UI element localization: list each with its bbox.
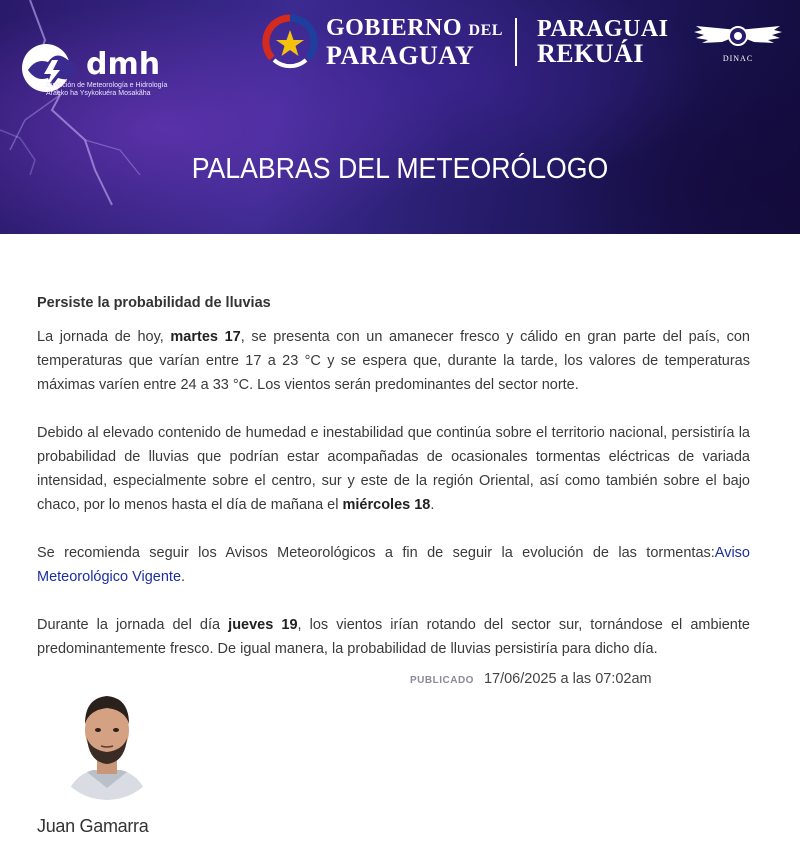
p4-text-after: , los vientos irían rotando del sector sur, tornándose el ambiente predominantemente fresco. De igual manera, la probabilidad de lluvias persistiría para dicho día. xyxy=(37,617,750,657)
government-text xyxy=(326,16,503,69)
p2-text-after: . xyxy=(430,497,435,513)
gov-word-paraguai: PARAGUAI xyxy=(536,16,669,42)
dmh-wordmark: dmh xyxy=(86,47,161,82)
p3-text-before: Se recomienda seguir los Avisos Meteorológicos a fin de seguir la evolución de las tormentas: xyxy=(37,545,715,561)
author-avatar xyxy=(57,680,157,802)
gov-word-gobierno: GOBIERNO xyxy=(326,14,463,41)
aviso-meteorologico-link[interactable]: Aviso Meteorológico Vigente xyxy=(37,545,750,585)
dmh-logo[interactable] xyxy=(18,40,206,98)
page-title: PALABRAS DEL METEORÓLOGO xyxy=(191,153,609,185)
government-logo xyxy=(262,14,668,70)
dmh-subtitle xyxy=(46,82,206,98)
article-paragraph-1 xyxy=(37,325,750,397)
p1-bold-date: martes 17 xyxy=(170,329,241,345)
header-banner xyxy=(0,0,800,234)
p4-bold-date: jueves 19 xyxy=(228,617,298,633)
p3-text-after: . xyxy=(181,569,186,585)
author-name: Juan Gamarra xyxy=(37,816,149,836)
government-text-guarani xyxy=(537,17,669,67)
published-label: PUBLICADO xyxy=(410,675,474,686)
dinac-label: DINAC xyxy=(722,54,754,63)
government-star-icon xyxy=(262,14,318,70)
dinac-wings-icon xyxy=(692,22,784,52)
article-paragraph-3 xyxy=(37,541,750,589)
dmh-subtitle-line2: Araeko ha Ysykokuéra Mosakãha xyxy=(46,90,151,97)
article xyxy=(37,234,750,676)
dmh-subtitle-line1: Dirección de Meteorología e Hidrología xyxy=(46,82,168,89)
gov-word-rekuai: REKUÁI xyxy=(536,39,644,68)
p4-text-before: Durante la jornada del día xyxy=(37,617,229,633)
dinac-logo xyxy=(692,22,784,63)
p1-text-after: , se presenta con un amanecer fresco y cálido en gran parte del país, con temperaturas que varían entre 17 a 23 °C y se espera que, durante la tarde, los valores de temperaturas máximas varíen entre 24 a 33 °C. Los vientos serán predominantes del sector norte. xyxy=(37,329,750,393)
article-headline: Persiste la probabilidad de lluvias xyxy=(37,295,271,311)
gov-divider xyxy=(515,18,517,66)
article-paragraph-4 xyxy=(37,613,750,661)
article-paragraph-2 xyxy=(37,421,750,517)
p1-text-before: La jornada de hoy, xyxy=(37,329,171,345)
published-info xyxy=(410,671,652,687)
gov-word-del: DEL xyxy=(468,21,503,39)
p2-bold-date: miércoles 18 xyxy=(342,497,431,513)
published-date: 17/06/2025 a las 07:02am xyxy=(483,671,652,687)
p2-text-before: Debido al elevado contenido de humedad e inestabilidad que continúa sobre el territorio nacional, persistiría la probabilidad de lluvias que podrían estar acompañadas de ocasionales tormentas eléctricas de variada intensidad, especialmente sobre el centro, sur y este de la región Oriental, así como también sobre el bajo chaco, por lo menos hasta el día de mañana el xyxy=(37,425,750,513)
gov-word-paraguay: PARAGUAY xyxy=(326,40,475,70)
